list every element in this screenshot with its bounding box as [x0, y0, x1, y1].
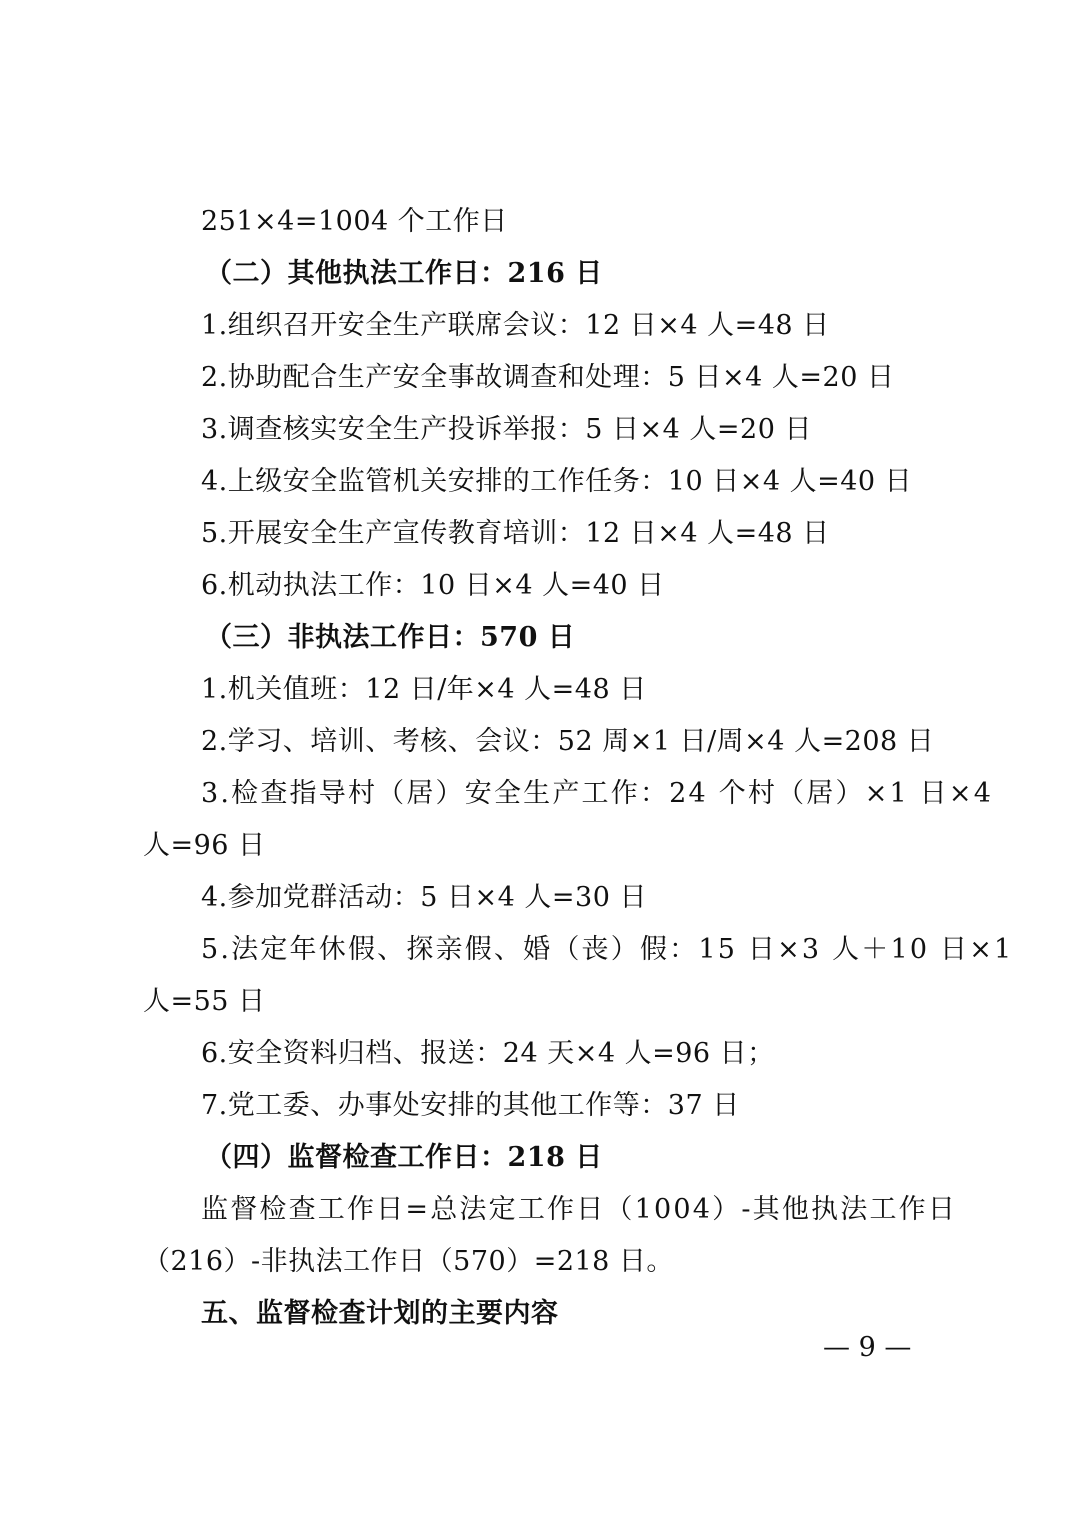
list-item-continuation: 人=55 日: [143, 986, 266, 1017]
text-line: 251×4=1004 个工作日: [201, 206, 508, 237]
list-item: 7.党工委、办事处安排的其他工作等：37 日: [201, 1090, 740, 1121]
section-heading-2: （二）其他执法工作日：216 日: [205, 258, 603, 289]
list-item: 3.调查核实安全生产投诉举报：5 日×4 人=20 日: [201, 414, 812, 445]
section-heading-4: （四）监督检查工作日：218 日: [205, 1142, 603, 1173]
list-item: 2.协助配合生产安全事故调查和处理：5 日×4 人=20 日: [201, 362, 895, 393]
list-item-continuation: 人=96 日: [143, 830, 266, 861]
list-item: 5.法定年休假、探亲假、婚（丧）假：15 日×3 人＋10 日×1: [201, 934, 1014, 965]
paragraph-line: （216）-非执法工作日（570）=218 日。: [143, 1246, 674, 1277]
list-item: 1.组织召开安全生产联席会议：12 日×4 人=48 日: [201, 310, 830, 341]
list-item: 2.学习、培训、考核、会议：52 周×1 日/周×4 人=208 日: [201, 726, 935, 757]
list-item: 1.机关值班：12 日/年×4 人=48 日: [201, 674, 647, 705]
page-number: — 9 —: [823, 1332, 912, 1363]
paragraph-line: 监督检查工作日=总法定工作日（1004）-其他执法工作日: [201, 1194, 958, 1225]
chapter-heading: 五、监督检查计划的主要内容: [201, 1298, 559, 1329]
section-heading-3: （三）非执法工作日：570 日: [205, 622, 576, 653]
list-item: 6.安全资料归档、报送：24 天×4 人=96 日；: [201, 1038, 775, 1069]
list-item: 5.开展安全生产宣传教育培训：12 日×4 人=48 日: [201, 518, 830, 549]
list-item: 6.机动执法工作：10 日×4 人=40 日: [201, 570, 665, 601]
list-item: 4.参加党群活动：5 日×4 人=30 日: [201, 882, 647, 913]
list-item: 4.上级安全监管机关安排的工作任务：10 日×4 人=40 日: [201, 466, 913, 497]
list-item: 3.检查指导村（居）安全生产工作：24 个村（居）×1 日×4: [201, 778, 994, 809]
